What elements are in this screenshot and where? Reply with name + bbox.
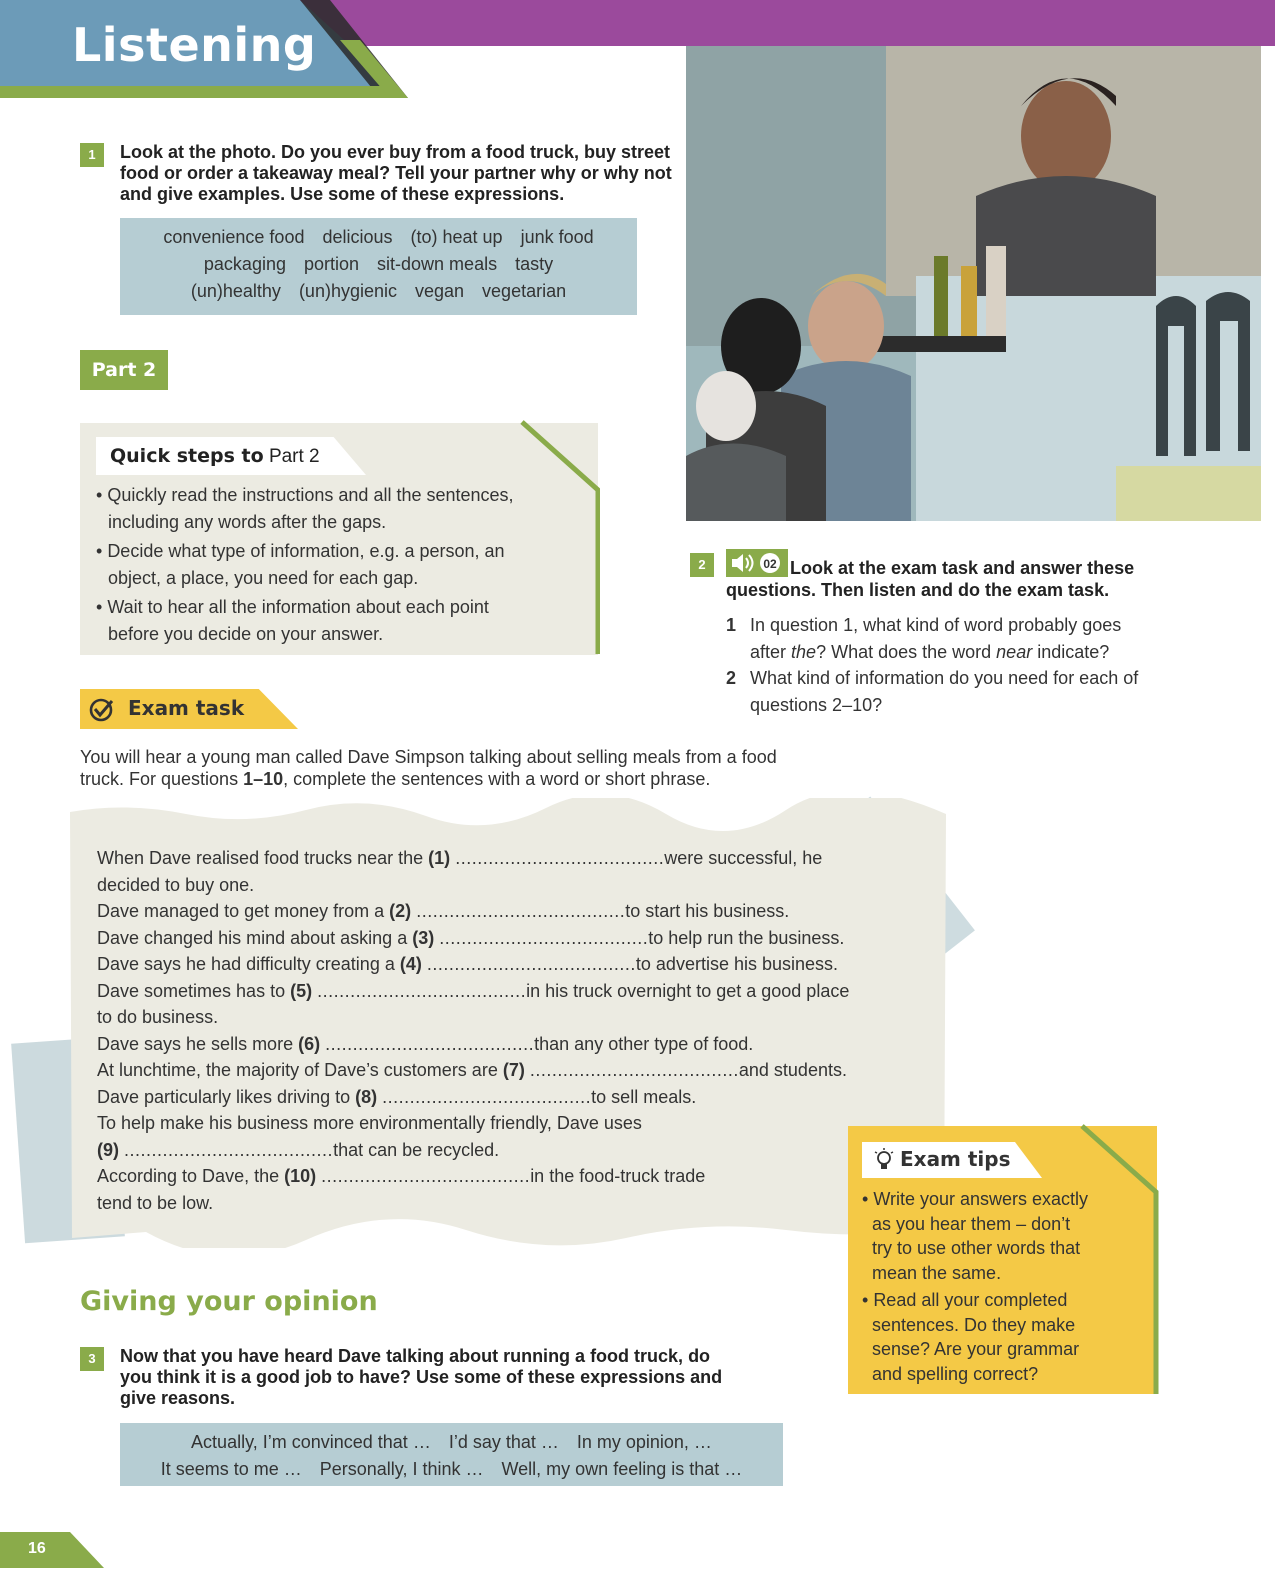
exam-tips-title: Exam tips [900,1147,1011,1171]
quick-steps-list [94,482,584,647]
audio-track-number: 02 [763,557,777,571]
quick-step-item: • Decide what type of information, e.g. a person, an object, a place, you need for each gap. [96,541,505,588]
quick-step-item: • Quickly read the instructions and all the sentences, including any words after the gaps. [96,485,514,532]
expression-item: Well, my own feeling is that … [501,1459,743,1479]
task-sentence-9: To help make his business more environmentally friendly, Dave uses (9) ......................................that can be recycled. [97,1113,642,1160]
vocab-item: (un)healthy [190,281,281,301]
exam-task-title: Exam task [128,696,245,720]
expression-item: Personally, I think … [319,1459,484,1479]
expression-item: In my opinion, … [576,1432,712,1452]
task-sentence-6: Dave says he sells more (6) ......................................than any other type of food. [97,1033,754,1054]
page-number: 16 [28,1540,46,1557]
food-truck-photo [686,46,1261,521]
vocab-item: packaging [203,254,286,274]
expression-item: It seems to me … [160,1459,302,1479]
expression-row [120,1429,783,1456]
task-sentence-7: At lunchtime, the majority of Dave’s customers are (7) ......................................and students. [97,1060,847,1080]
opinion-heading: Giving your opinion [80,1286,378,1317]
exam-tips-list [862,1187,1152,1386]
exam-tip-item: • Write your answers exactly as you hear them – don’t try to use other words that mean the same. [862,1189,1089,1283]
expression-row [120,1456,783,1483]
task-sentence-3: Dave changed his mind about asking a (3) ......................................to help run the business. [97,927,845,948]
quick-steps-title [110,444,320,469]
exercise-2-instruction: Look at the exam task and answer these questions. Then listen and do the exam task. [726,558,1135,600]
exercise-1-instruction: Look at the photo. Do you ever buy from a food truck, buy street food or order a takeaway meal? Tell your partner why or why not and give examples. Use some of these expressions. [120,142,672,204]
vocab-item: tasty [515,254,554,274]
vocab-item: portion [303,254,360,274]
vocab-item: (un)hygienic [298,281,397,301]
task-sentence-4: Dave says he had difficulty creating a (4) ......................................to advertise his business. [97,954,839,974]
task-sentence-8: Dave particularly likes driving to (8) ......................................to sell meals. [97,1086,697,1107]
vocab-row [120,251,637,278]
vocab-row [120,224,637,251]
exam-task-sentences [97,845,927,1216]
check-circle-icon [88,696,116,724]
vocab-item: delicious [322,227,393,247]
vocabulary-box [120,218,637,315]
exercise-1-number: 1 [80,143,104,167]
vocab-item: junk food [520,227,594,247]
question-item: 1 In question 1, what kind of word probably goes after the? What does the word near indicate? [726,615,1122,662]
vocab-row [120,278,637,305]
exam-tip-item: • Read all your completed sentences. Do they make sense? Are your grammar and spelling correct? [862,1290,1080,1384]
question-item: 2 What kind of information do you need for each of questions 2–10? [726,668,1139,715]
exam-task-intro: You will hear a young man called Dave Simpson talking about selling meals from a food truck. For questions 1–10, complete the sentences with a word or short phrase. [80,747,777,789]
task-sentence-1: When Dave realised food trucks near the (1) ......................................were successful, he decided to buy one. [97,848,823,895]
vocab-item: convenience food [163,227,305,247]
page-title: Listening [72,18,317,72]
quick-step-item: • Wait to hear all the information about each point before you decide on your answer. [96,597,489,644]
exercise-3-instruction: Now that you have heard Dave talking about running a food truck, do you think it is a good job to have? Use some of these expressions and give reasons. [120,1346,723,1408]
task-sentence-2: Dave managed to get money from a (2) ......................................to start his business. [97,901,790,921]
page-number-tab [0,1532,104,1568]
quick-steps-title-bold: Quick steps to [110,445,264,467]
exercise-3-number: 3 [80,1347,104,1371]
task-sentence-5: Dave sometimes has to (5) ......................................in his truck overnight to get a good place to do business. [97,980,850,1027]
expression-item: Actually, I’m convinced that … [191,1432,431,1452]
lightbulb-icon [874,1148,894,1172]
expressions-box [120,1423,783,1486]
header-band [300,0,1275,46]
exercise-2-questions [726,612,1196,718]
exercise-2-number: 2 [690,553,714,577]
expression-item: I’d say that … [448,1432,559,1452]
vocab-item: vegetarian [482,281,567,301]
vocab-item: sit-down meals [377,254,498,274]
task-sentence-10: According to Dave, the (10) ......................................in the food-truck trade tend to be low. [97,1166,706,1213]
vocab-item: (to) heat up [410,227,503,247]
part-label: Part 2 [80,350,168,390]
vocab-item: vegan [415,281,465,301]
quick-steps-title-rest: Part 2 [268,446,320,467]
